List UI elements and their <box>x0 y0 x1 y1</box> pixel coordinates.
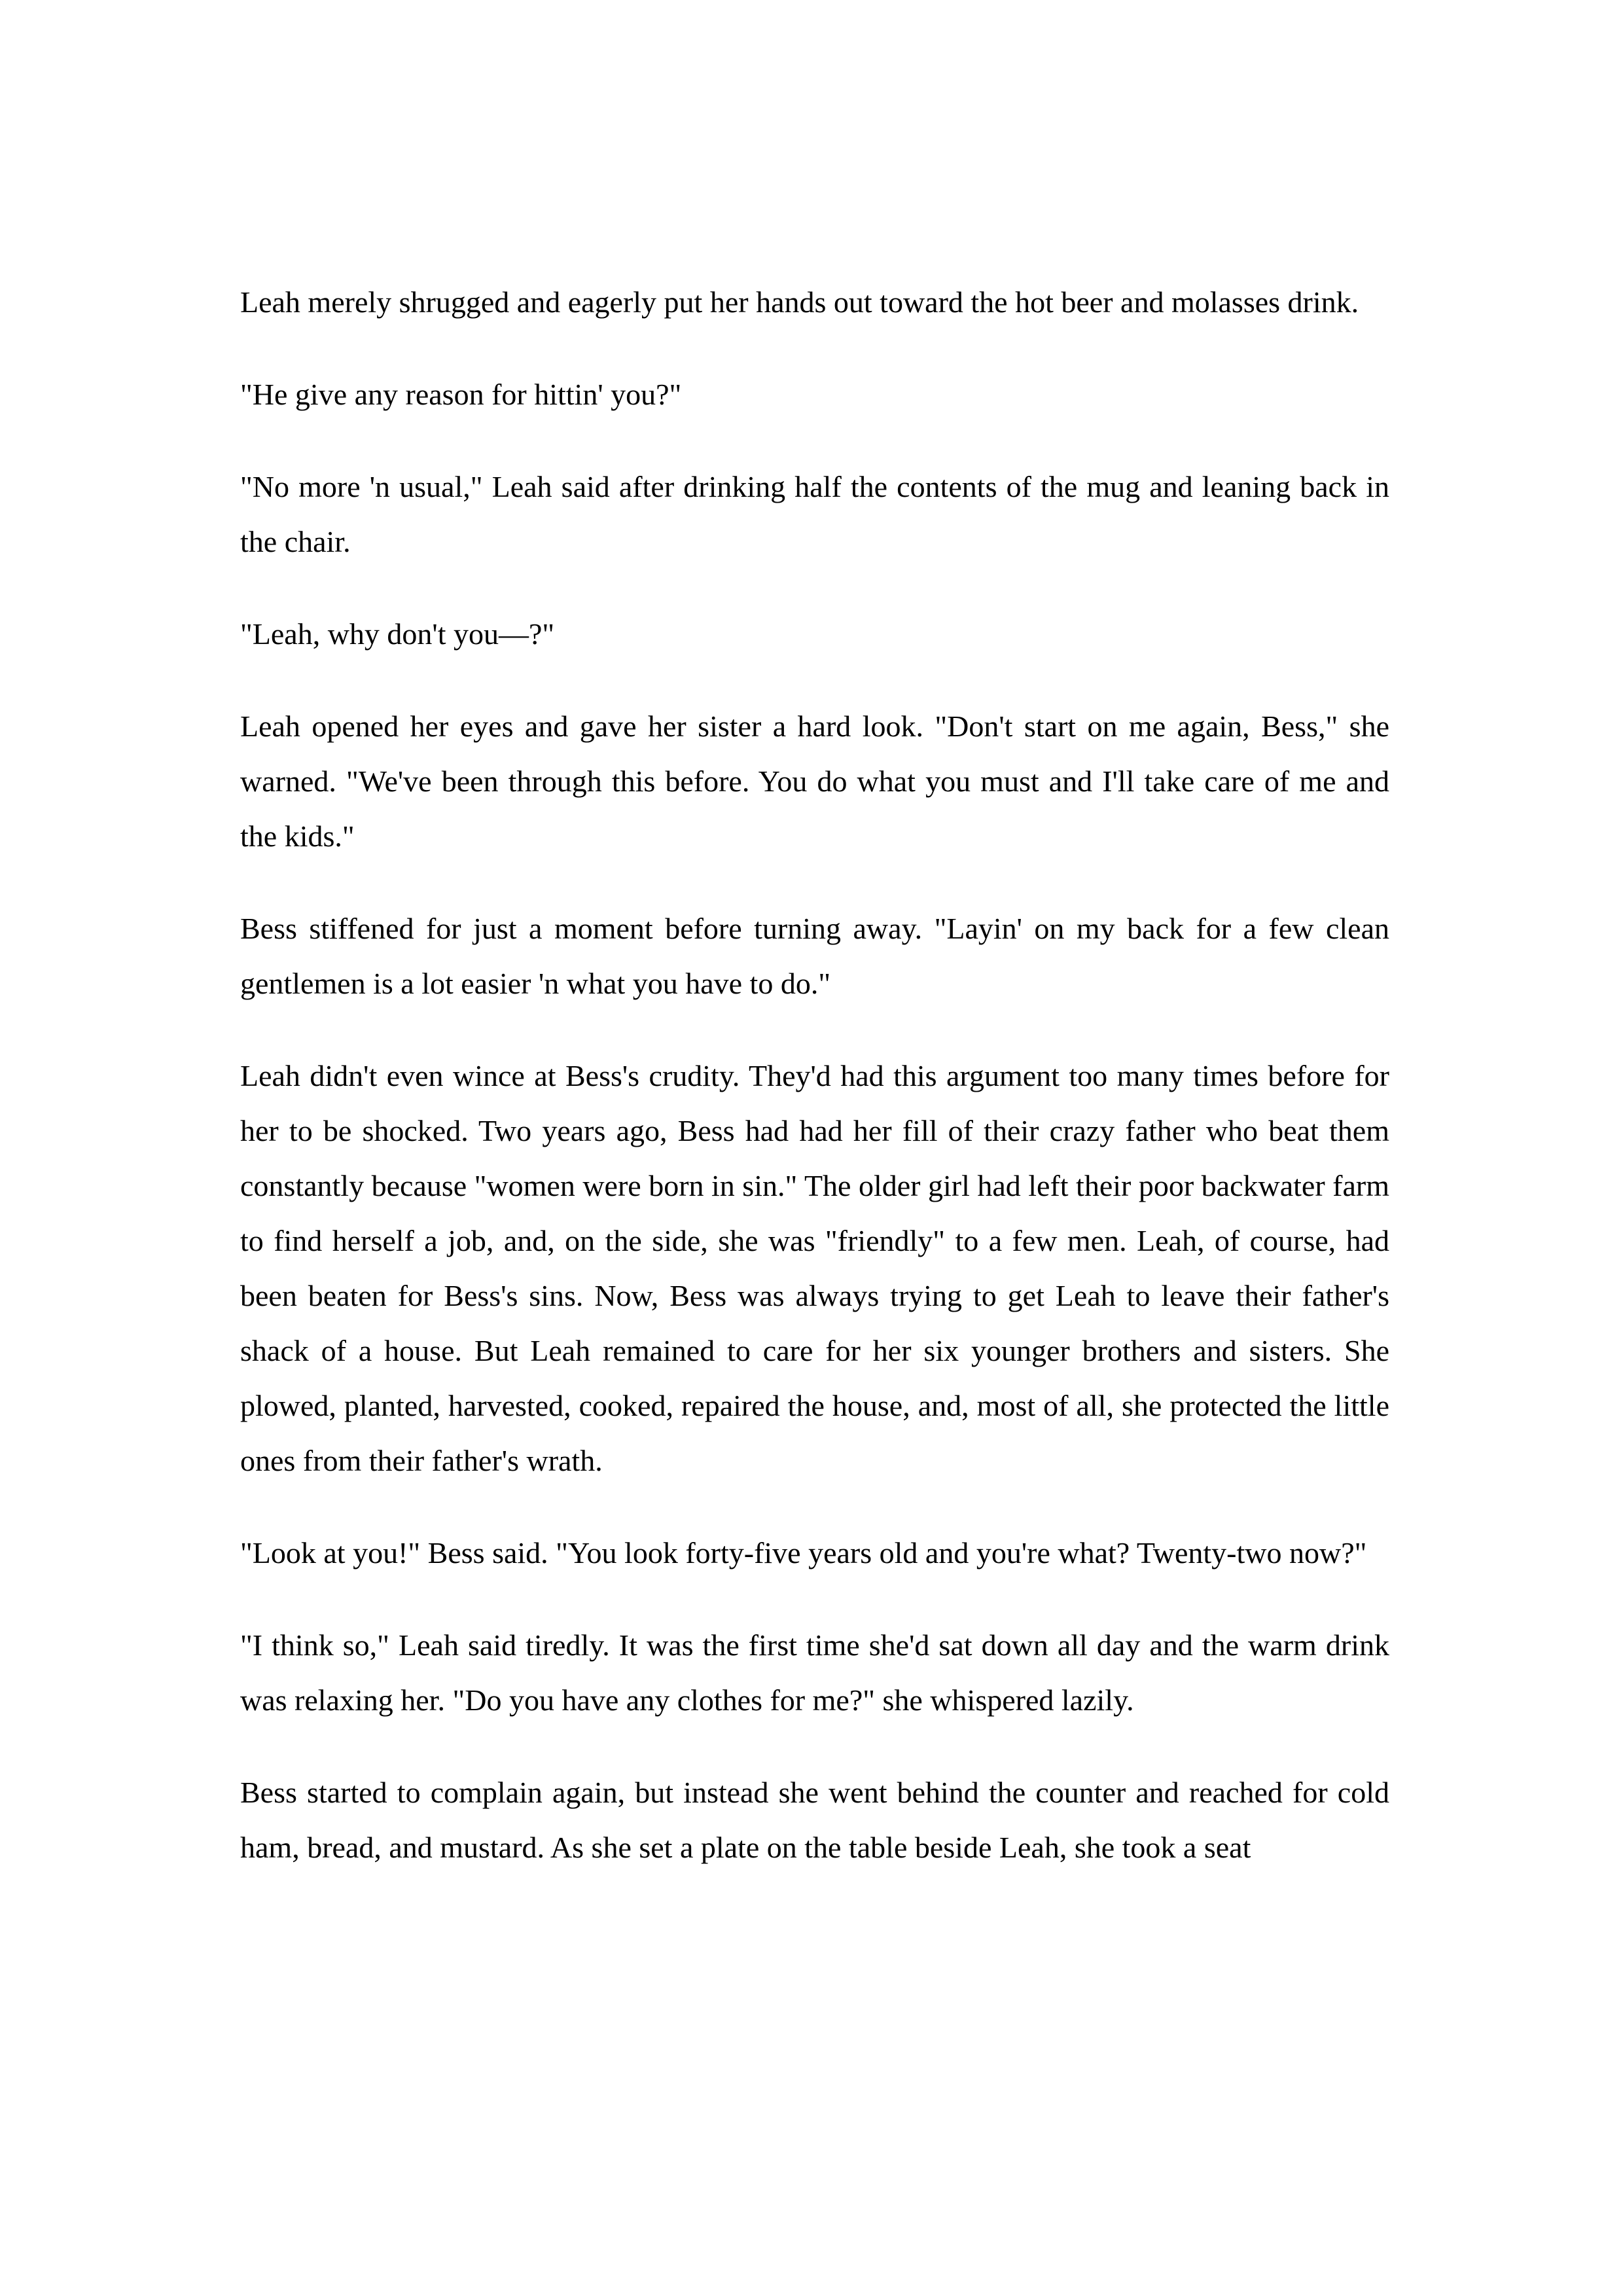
paragraph: "Leah, why don't you—?" <box>240 617 555 651</box>
paragraph: "Look at you!" Bess said. "You look forty-five years old and you're what? Twenty-two now?" <box>240 1536 1367 1570</box>
paragraph: "No more 'n usual," Leah said after drinking half the contents of the mug and leaning back in the chair. <box>240 470 1389 558</box>
paragraph: Leah didn't even wince at Bess's crudity. They'd had this argument too many times before for her to be shocked. Two years ago, Bess had had her fill of their crazy father who beat them constantly because "women were born in sin." The older girl had left their poor backwater farm to find herself a job, and, on the side, she was "friendly" to a few men. Leah, of course, had been beaten for Bess's sins. Now, Bess was always trying to get Leah to leave their father's shack of a house. But Leah remained to care for her six younger brothers and sisters. She plowed, planted, harvested, cooked, repaired the house, and, most of all, she protected the little ones from their father's wrath. <box>240 1059 1389 1477</box>
paragraph: "I think so," Leah said tiredly. It was the first time she'd sat down all day and the warm drink was relaxing her. "Do you have any clothes for me?" she whispered lazily. <box>240 1628 1389 1717</box>
body-text <box>240 275 1389 1875</box>
paragraph: Leah opened her eyes and gave her sister a hard look. "Don't start on me again, Bess," she warned. "We've been through this before. You do what you must and I'll take care of me and the kids." <box>240 709 1389 853</box>
paragraph: Bess started to complain again, but instead she went behind the counter and reached for cold ham, bread, and mustard. As she set a plate on the table beside Leah, she took a seat <box>240 1776 1389 1864</box>
paragraph: Bess stiffened for just a moment before turning away. "Layin' on my back for a few clean gentlemen is a lot easier 'n what you have to do." <box>240 912 1389 1000</box>
paragraph: Leah merely shrugged and eagerly put her hands out toward the hot beer and molasses drink. <box>240 285 1359 319</box>
paragraph: "He give any reason for hittin' you?" <box>240 378 682 411</box>
